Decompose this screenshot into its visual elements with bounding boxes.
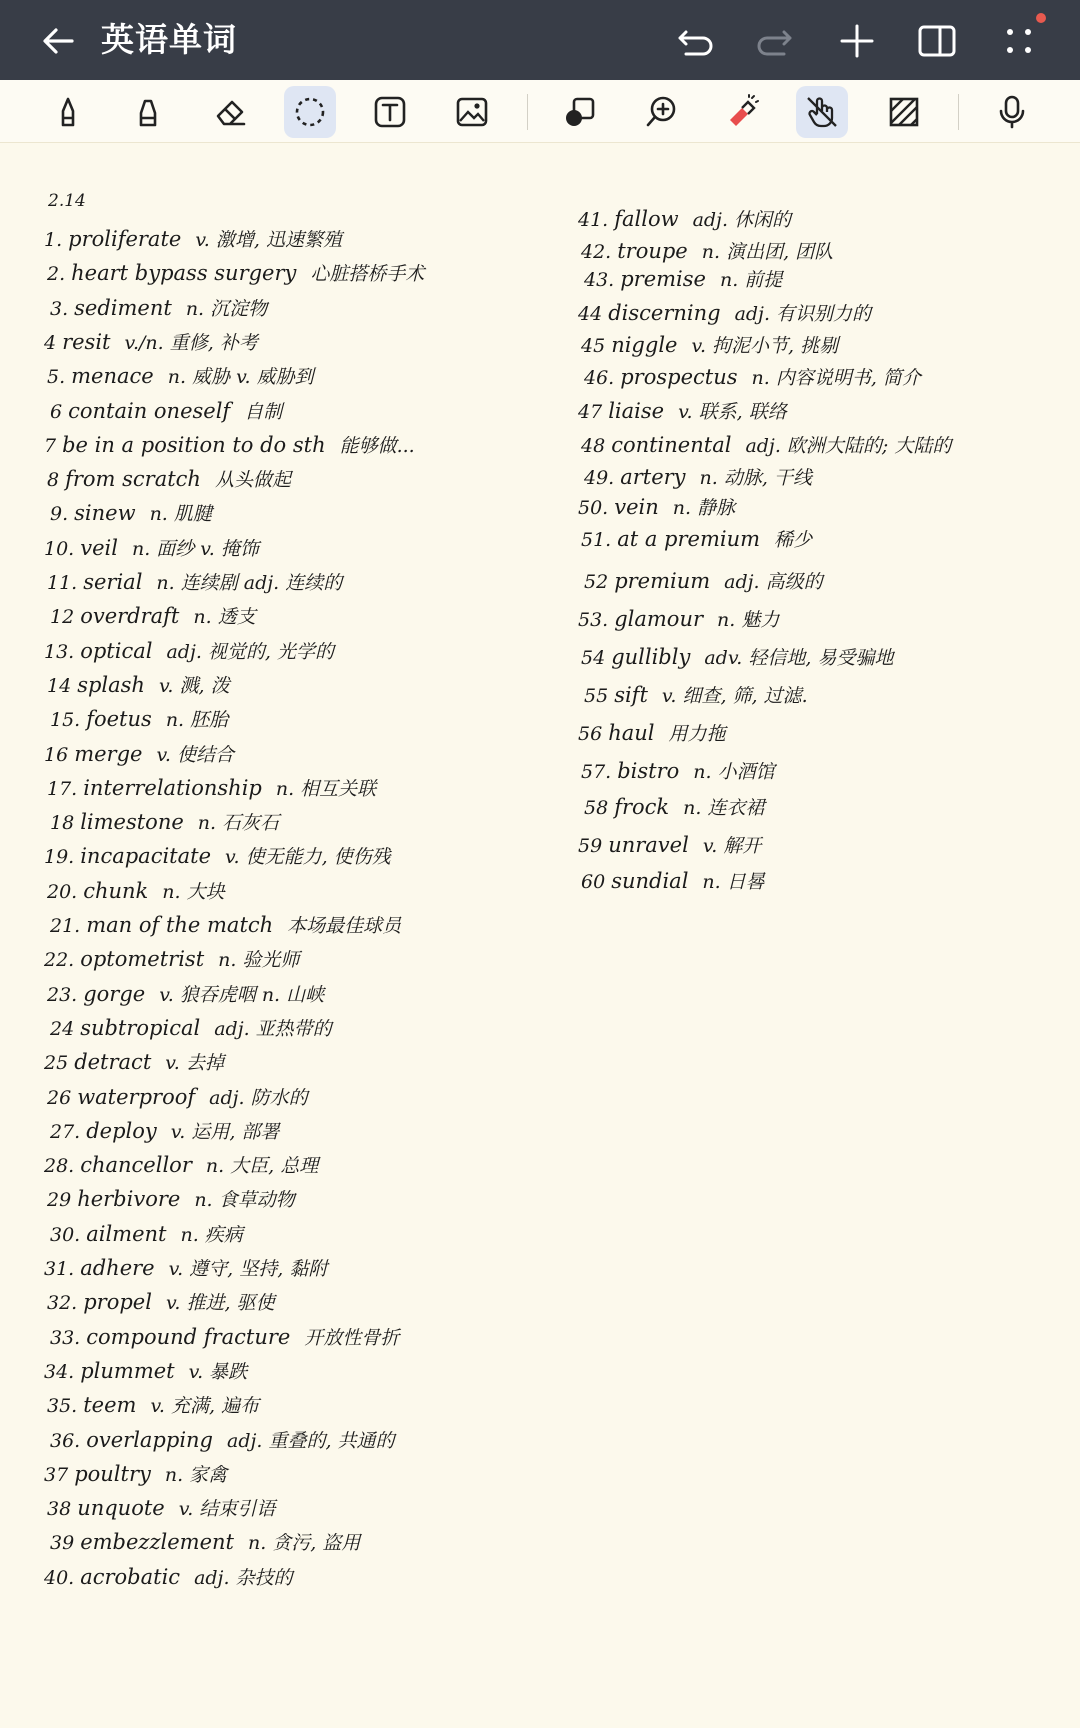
- entry-number: 24: [50, 1017, 75, 1040]
- vocab-entry: [50, 1220, 243, 1247]
- entry-definition: adj. 高级的: [724, 571, 823, 593]
- entry-word: chunk: [83, 878, 149, 903]
- entry-number: 38: [47, 1498, 72, 1521]
- entry-number: 57.: [581, 761, 612, 783]
- app-header: [0, 0, 1080, 80]
- vocab-entry: [581, 525, 812, 552]
- entry-number: 46.: [584, 367, 615, 389]
- entry-definition: n. 静脉: [672, 497, 736, 519]
- vocab-entry: [47, 1494, 275, 1521]
- vocab-entry: [578, 831, 761, 858]
- entry-definition: v. 激增, 迅速繁殖: [195, 229, 342, 251]
- vocab-entry: [47, 1083, 308, 1110]
- image-tool[interactable]: [446, 86, 498, 138]
- entry-definition: v. 细查, 筛, 过滤.: [661, 685, 808, 707]
- entry-number: 33.: [50, 1326, 81, 1349]
- entry-number: 8: [47, 469, 60, 492]
- page-title: 英语单词: [101, 20, 237, 59]
- entry-number: 11.: [47, 572, 78, 594]
- entry-definition: v. 充满, 遍布: [150, 1395, 260, 1418]
- entry-number: 4: [44, 331, 57, 354]
- entry-word: splash: [77, 672, 145, 697]
- entry-definition: v. 狼吞虎咽 n. 山峡: [159, 983, 325, 1006]
- entry-word: sinew: [74, 501, 136, 526]
- vocab-entry: [584, 567, 823, 594]
- entry-definition: 稀少: [774, 529, 813, 551]
- entry-definition: n. 透支: [193, 606, 256, 629]
- vocab-entry: [50, 911, 401, 938]
- entry-definition: n. 魅力: [717, 609, 780, 631]
- entry-word: acrobatic: [80, 1564, 181, 1589]
- entry-definition: v. 暴跌: [188, 1360, 248, 1383]
- entry-number: 15.: [50, 709, 81, 732]
- vocab-entry: [47, 980, 324, 1007]
- entry-word: at a premium: [617, 527, 761, 551]
- entry-definition: adj. 防水的: [209, 1086, 308, 1109]
- vocab-entry: [44, 225, 342, 252]
- entry-word: serial: [83, 570, 143, 594]
- entry-definition: n. 日晷: [702, 871, 765, 893]
- entry-word: troupe: [617, 239, 688, 263]
- entry-number: 29: [47, 1189, 72, 1212]
- entry-number: 36.: [50, 1429, 81, 1452]
- laser-pointer-tool[interactable]: [716, 86, 768, 138]
- entry-word: optical: [80, 638, 153, 663]
- vocab-entry: [50, 602, 256, 629]
- entry-word: menace: [71, 364, 154, 389]
- highlighter-tool[interactable]: [122, 86, 174, 138]
- highlighter-icon: [130, 94, 166, 130]
- microphone-tool[interactable]: [986, 86, 1038, 138]
- entry-number: 51.: [581, 529, 612, 551]
- touch-draw-tool[interactable]: [796, 86, 848, 138]
- entry-number: 39: [50, 1532, 75, 1555]
- note-date: 2.14: [48, 191, 86, 211]
- vocab-entry: [584, 681, 808, 708]
- vocab-entry: [44, 431, 415, 458]
- back-arrow-icon[interactable]: [38, 20, 80, 62]
- entry-number: 9.: [50, 503, 69, 526]
- pattern-tool[interactable]: [878, 86, 930, 138]
- entry-word: waterproof: [77, 1084, 196, 1109]
- entry-word: compound fracture: [86, 1324, 291, 1349]
- vocab-entry: [50, 294, 267, 321]
- entry-word: chancellor: [80, 1153, 192, 1178]
- vocab-entry: [50, 1323, 399, 1350]
- entry-definition: n. 大臣, 总理: [205, 1155, 319, 1178]
- vocab-entry: [584, 793, 764, 820]
- entry-number: 52: [584, 571, 609, 593]
- entry-number: 43.: [584, 269, 615, 291]
- entry-word: subtropical: [80, 1015, 201, 1040]
- entry-word: continental: [611, 433, 732, 457]
- lasso-select-icon: [292, 94, 328, 130]
- entry-number: 49.: [584, 467, 615, 489]
- entry-definition: n. 贪污, 盗用: [247, 1532, 361, 1555]
- entry-number: 54: [581, 647, 606, 669]
- entry-word: premium: [614, 569, 711, 593]
- entry-number: 50.: [578, 497, 609, 519]
- vocab-entry: [50, 808, 279, 835]
- entry-word: veil: [80, 535, 118, 560]
- pattern-icon: [886, 94, 922, 130]
- vocab-entry: [47, 465, 291, 492]
- entry-word: herbivore: [77, 1187, 181, 1212]
- entry-definition: n. 内容说明书, 简介: [751, 367, 921, 389]
- vocab-entry: [50, 1426, 395, 1453]
- entry-number: 7: [44, 434, 57, 457]
- entry-word: gorge: [83, 981, 146, 1006]
- entry-word: contain oneself: [68, 398, 231, 423]
- vocab-entry: [47, 671, 230, 698]
- entry-number: 35.: [47, 1395, 78, 1418]
- entry-word: heart bypass surgery: [71, 261, 297, 286]
- entry-definition: n. 疾病: [180, 1223, 243, 1246]
- entry-word: detract: [74, 1050, 152, 1075]
- entry-number: 22.: [44, 949, 75, 972]
- vocab-entry: [44, 740, 234, 767]
- entry-definition: 从头做起: [214, 469, 291, 492]
- add-icon[interactable]: [834, 18, 880, 64]
- vocab-entry: [581, 331, 838, 358]
- entry-definition: n. 小酒馆: [693, 761, 775, 783]
- entry-number: 14: [47, 674, 72, 697]
- entry-number: 37: [44, 1463, 69, 1486]
- entry-definition: n. 胚胎: [165, 709, 229, 732]
- vocab-entry: [47, 877, 225, 904]
- entry-number: 42.: [581, 241, 612, 263]
- shape-tool[interactable]: [554, 86, 606, 138]
- entry-definition: v. 结束引语: [178, 1498, 276, 1521]
- entry-definition: 能够做...: [339, 434, 415, 457]
- entry-word: poultry: [74, 1461, 151, 1486]
- more-icon[interactable]: [996, 18, 1042, 64]
- entry-word: frock: [614, 795, 670, 819]
- entry-definition: v. 解开: [702, 835, 762, 857]
- laser-pointer-icon: [724, 94, 760, 130]
- undo-icon[interactable]: [672, 18, 718, 64]
- entry-number: 60: [581, 871, 606, 893]
- entry-definition: n. 食草动物: [194, 1189, 295, 1212]
- entry-definition: n. 连续剧 adj. 连续的: [156, 572, 343, 594]
- entry-number: 5.: [47, 366, 66, 389]
- entry-definition: v. 运用, 部署: [170, 1120, 280, 1143]
- vocab-entry: [44, 1460, 227, 1487]
- entry-number: 59: [578, 835, 603, 857]
- text-tool[interactable]: [364, 86, 416, 138]
- entry-definition: n. 面纱 v. 掩饰: [131, 537, 259, 560]
- entry-definition: 开放性骨折: [304, 1326, 400, 1349]
- entry-definition: n. 相互关联: [275, 777, 377, 800]
- vocab-entry: [50, 1528, 360, 1555]
- toolbar-divider: [958, 94, 959, 130]
- entry-definition: n. 连衣裙: [683, 797, 765, 819]
- entry-word: proliferate: [68, 227, 182, 251]
- vocab-entry: [578, 719, 726, 746]
- entry-definition: n. 沉淀物: [185, 297, 268, 320]
- vocab-entry: [581, 431, 951, 458]
- vocab-entry: [50, 705, 228, 732]
- entry-number: 27.: [50, 1120, 81, 1143]
- entry-number: 3.: [50, 297, 69, 320]
- toolbar-divider: [527, 94, 528, 130]
- entry-definition: n. 大块: [162, 880, 225, 903]
- entry-word: plummet: [80, 1358, 175, 1383]
- entry-word: incapacitate: [80, 844, 212, 869]
- entry-number: 55: [584, 685, 609, 707]
- entry-number: 13.: [44, 640, 75, 663]
- entry-word: ailment: [86, 1221, 167, 1246]
- entry-number: 47: [578, 401, 603, 423]
- entry-word: glamour: [614, 607, 704, 631]
- entry-number: 20.: [47, 880, 78, 903]
- entry-word: prospectus: [620, 365, 738, 389]
- entry-definition: adj. 有识别力的: [734, 303, 872, 325]
- entry-word: niggle: [611, 333, 678, 357]
- entry-definition: adj. 重叠的, 共通的: [227, 1429, 395, 1452]
- entry-definition: n. 威胁 v. 威胁到: [167, 366, 314, 389]
- entry-definition: 心脏搭桥手术: [310, 263, 425, 286]
- entry-number: 34.: [44, 1360, 75, 1383]
- vocab-entry: [578, 299, 871, 326]
- vocab-entry: [581, 867, 765, 894]
- vocab-entry: [47, 362, 314, 389]
- entry-word: optometrist: [80, 947, 205, 972]
- vocab-entry: [47, 774, 376, 801]
- entry-number: 17.: [47, 777, 78, 800]
- entry-word: liaise: [608, 399, 665, 423]
- vocab-entry: [47, 1391, 259, 1418]
- entry-word: be in a position to do sth: [62, 432, 326, 457]
- entry-number: 16: [44, 743, 69, 766]
- entry-word: adhere: [80, 1256, 155, 1280]
- vocab-entry: [44, 1048, 224, 1075]
- entry-definition: v. 使结合: [156, 743, 234, 766]
- vocab-entry: [44, 1151, 318, 1178]
- entry-number: 2.: [47, 263, 66, 286]
- entry-word: embezzlement: [80, 1530, 234, 1555]
- entry-word: from scratch: [65, 467, 201, 492]
- entry-definition: n. 验光师: [218, 949, 300, 972]
- entry-definition: adj. 视觉的, 光学的: [166, 640, 335, 663]
- entry-word: man of the match: [86, 913, 274, 937]
- entry-number: 21.: [50, 915, 81, 937]
- vocab-entry: [581, 643, 893, 670]
- vocab-entry: [578, 205, 791, 232]
- entry-word: discerning: [608, 301, 721, 325]
- entry-word: overdraft: [80, 604, 180, 629]
- vocab-entry: [47, 1288, 275, 1315]
- entry-word: gullibly: [611, 645, 691, 669]
- entry-number: 41.: [578, 209, 609, 231]
- vocab-entry: [44, 637, 334, 664]
- entry-word: unravel: [608, 833, 689, 857]
- entry-definition: n. 演出团, 团队: [701, 241, 834, 263]
- entry-word: limestone: [80, 810, 184, 835]
- entry-word: deploy: [86, 1118, 157, 1143]
- notification-dot: [1036, 13, 1046, 23]
- entry-definition: n. 动脉, 干线: [699, 467, 812, 489]
- entry-definition: 本场最佳球员: [287, 915, 402, 937]
- entry-number: 56: [578, 723, 603, 745]
- entry-word: bistro: [617, 759, 680, 783]
- vocab-entry: [578, 493, 735, 520]
- vocab-entry: [584, 265, 782, 292]
- vocab-entry: [44, 1563, 293, 1590]
- entry-word: teem: [83, 1393, 137, 1418]
- entry-number: 26: [47, 1086, 72, 1109]
- entry-definition: adj. 欧洲大陆的; 大陆的: [745, 435, 952, 457]
- text-box-icon: [372, 94, 408, 130]
- entry-definition: adj. 亚热带的: [214, 1017, 332, 1040]
- entry-number: 45: [581, 335, 606, 357]
- eraser-tool[interactable]: [204, 86, 256, 138]
- zoom-icon: [644, 94, 680, 130]
- vocab-entry: [50, 1117, 279, 1144]
- vocab-entry: [581, 237, 833, 264]
- eraser-icon: [212, 94, 248, 130]
- entry-word: unquote: [77, 1496, 165, 1521]
- vocab-entry: [44, 1357, 247, 1384]
- entry-word: premise: [620, 267, 706, 291]
- entry-definition: v./n. 重修, 补考: [124, 331, 258, 354]
- entry-number: 48: [581, 435, 606, 457]
- entry-definition: 自制: [244, 400, 283, 423]
- vocab-entry: [44, 534, 259, 561]
- zoom-tool[interactable]: [636, 86, 688, 138]
- vocab-entry: [44, 945, 299, 972]
- entry-word: sundial: [611, 869, 689, 893]
- vocab-entry: [584, 463, 812, 490]
- entry-definition: v. 联系, 联络: [678, 401, 787, 423]
- entry-definition: v. 去掉: [165, 1052, 224, 1075]
- entry-word: vein: [614, 495, 659, 519]
- entry-definition: v. 使无能力, 使伤残: [225, 846, 391, 869]
- entry-definition: n. 肌腱: [149, 503, 212, 526]
- redo-icon[interactable]: [752, 18, 798, 64]
- entry-word: fallow: [614, 207, 679, 231]
- vocab-entry: [44, 328, 258, 355]
- entry-word: sediment: [74, 295, 172, 320]
- entry-definition: adv. 轻信地, 易受骗地: [704, 647, 894, 669]
- vocab-entry: [50, 1014, 332, 1041]
- entry-definition: v. 溅, 泼: [158, 674, 230, 697]
- microphone-icon: [994, 94, 1030, 130]
- entry-number: 28.: [44, 1155, 75, 1178]
- vocab-entry: [44, 1254, 327, 1281]
- entry-number: 12: [50, 606, 75, 629]
- lasso-tool[interactable]: [284, 86, 336, 138]
- vocab-entry: [44, 842, 391, 869]
- entry-definition: 用力拖: [668, 723, 726, 745]
- entry-definition: n. 石灰石: [197, 812, 280, 835]
- entry-number: 44: [578, 303, 603, 325]
- entry-definition: adj. 休闲的: [692, 209, 792, 231]
- vocab-entry: [47, 259, 424, 286]
- vocab-entry: [578, 397, 787, 424]
- vocab-entry: [47, 568, 342, 595]
- touch-draw-icon: [804, 94, 840, 130]
- entry-definition: n. 家禽: [164, 1463, 228, 1486]
- entry-definition: n. 前提: [719, 269, 783, 291]
- split-view-icon[interactable]: [914, 18, 960, 64]
- vocab-entry: [578, 605, 779, 632]
- entry-number: 30.: [50, 1223, 81, 1246]
- entry-number: 58: [584, 797, 609, 819]
- entry-number: 10.: [44, 537, 75, 560]
- entry-definition: v. 遵守, 坚持, 黏附: [168, 1258, 328, 1280]
- entry-number: 40.: [44, 1566, 75, 1589]
- entry-definition: v. 拘泥小节, 挑剔: [691, 335, 839, 357]
- vocab-entry: [50, 397, 282, 424]
- entry-number: 31.: [44, 1258, 75, 1280]
- vocab-entry: [581, 757, 775, 784]
- entry-word: merge: [74, 741, 143, 766]
- entry-word: overlapping: [86, 1427, 213, 1452]
- shape-icon: [562, 94, 598, 130]
- drawing-toolbar: [0, 80, 1080, 143]
- entry-number: 1.: [44, 229, 63, 251]
- entry-number: 53.: [578, 609, 609, 631]
- entry-number: 18: [50, 812, 75, 835]
- entry-word: artery: [620, 465, 686, 489]
- image-icon: [454, 94, 490, 130]
- entry-definition: adj. 杂技的: [194, 1566, 293, 1589]
- entry-word: foetus: [86, 707, 152, 732]
- entry-number: 6: [50, 400, 63, 423]
- entry-word: sift: [614, 683, 648, 707]
- vocab-entry: [50, 499, 212, 526]
- vocab-entry: [584, 363, 921, 390]
- entry-number: 25: [44, 1052, 69, 1075]
- entry-number: 32.: [47, 1292, 78, 1315]
- entry-number: 23.: [47, 983, 78, 1006]
- entry-word: resit: [62, 329, 111, 354]
- entry-word: haul: [608, 721, 655, 745]
- entry-definition: v. 推进, 驱使: [165, 1292, 275, 1315]
- pen-icon: [50, 94, 86, 130]
- vocab-entry: [47, 1185, 295, 1212]
- pen-tool[interactable]: [42, 86, 94, 138]
- entry-word: interrelationship: [83, 775, 262, 800]
- note-canvas[interactable]: [0, 143, 1080, 1728]
- entry-word: propel: [83, 1290, 152, 1315]
- entry-number: 19.: [44, 846, 75, 869]
